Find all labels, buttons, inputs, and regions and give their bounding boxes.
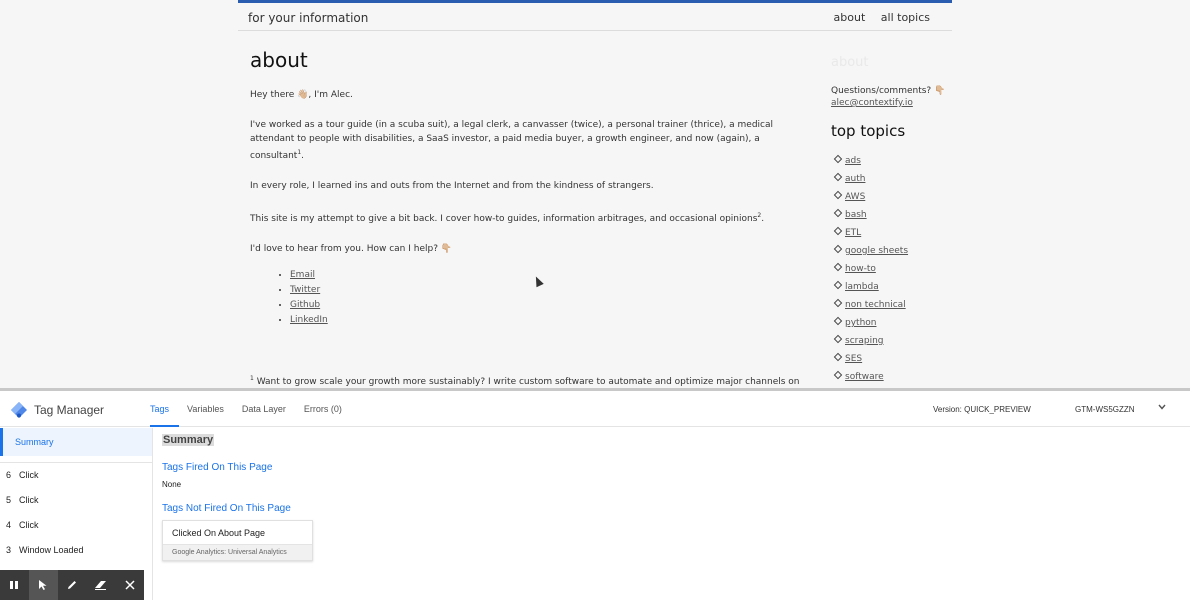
event-number: 4 [6,520,12,530]
footnote-ref-2[interactable]: 2 [757,212,762,219]
topic-item [845,332,946,350]
tab-variables[interactable]: Variables [187,404,224,414]
event-label: Click [19,495,39,505]
tag-manager-preview-pane [0,388,1190,600]
eraser-button[interactable] [86,570,115,600]
topic-link-auth[interactable]: auth [845,174,866,184]
topic-link-etl[interactable]: ETL [845,228,862,238]
wave-hand-icon: 👋🏼 [297,90,309,100]
github-link[interactable]: Github [290,300,321,310]
site-brand[interactable]: for your information [248,11,369,25]
annotation-toolbar [0,570,144,600]
topic-item [845,170,946,188]
topic-item [845,314,946,332]
event-item[interactable] [0,538,152,563]
topic-link-aws[interactable]: AWS [845,192,866,202]
topics-list [831,152,946,386]
event-item[interactable] [0,463,152,488]
event-number: 6 [6,470,12,480]
diamond-bullet-icon [834,245,842,253]
pointer-button[interactable] [29,570,58,600]
event-label: Window Loaded [19,545,84,555]
summary-heading: Summary [163,434,214,446]
pencil-icon [66,579,78,591]
close-icon [125,580,135,590]
topic-link-scraping[interactable]: scraping [845,336,884,346]
topic-item [845,278,946,296]
tags-fired-none: None [162,480,182,489]
tag-manager-logo-icon [10,401,28,419]
chevron-down-icon[interactable] [1158,403,1166,411]
paragraph-help [250,242,802,256]
gtm-tabs [150,391,360,427]
tag-name: Clicked On About Page [172,528,266,538]
tags-not-fired-heading: Tags Not Fired On This Page [162,503,291,514]
list-item [290,313,802,328]
paragraph-jobs-text: I've worked as a tour guide (in a scuba suit), a legal clerk, a canvasser (twice), a personal trainer (thrice), a medical attendant to people with disabilities, a SaaS investor, a paid media buyer, a growth engineer, and now (again), a consultant [250,120,774,161]
diamond-bullet-icon [834,263,842,271]
pause-button[interactable] [0,570,29,600]
topic-item [845,224,946,242]
paragraph-help-text: I'd love to hear from you. How can I help? [250,244,441,254]
diamond-bullet-icon [834,155,842,163]
tag-type: Google Analytics: Universal Analytics [163,544,312,560]
footnote-marker: 1 [250,375,254,382]
topic-link-bash[interactable]: bash [845,210,867,220]
pointing-down-icon: 👇🏼 [440,244,453,254]
article-body [250,48,802,419]
paragraph-learned: In every role, I learned ins and outs from the Internet and from the kindness of strangers. [250,181,654,191]
container-id-label: GTM-WS5GZZN [1075,405,1135,414]
greeting-text [250,88,802,102]
contact-links [250,268,802,328]
nav-link-about[interactable]: about [833,11,866,24]
event-number: 5 [6,495,12,505]
paragraph-jobs: I've worked as a tour guide (in a scuba suit), a legal clerk, a canvasser (twice), a personal trainer (thrice), a medical attendant to people with disabilities, a SaaS investor, a paid media buyer, a growth engineer, and now (again), a consultant$^1$. [250,120,774,161]
pencil-button[interactable] [58,570,87,600]
diamond-bullet-icon [834,191,842,199]
nav-link-all-topics[interactable]: all topics [880,11,930,24]
greeting-suffix: , I'm Alec. [308,90,353,100]
eraser-icon [94,579,108,591]
sidebar-item-summary[interactable]: Summary [0,428,152,456]
event-number: 3 [6,545,12,555]
topic-link-ses[interactable]: SES [845,354,863,364]
event-label: Click [19,470,39,480]
topic-link-how-to[interactable]: how-to [845,264,876,274]
greeting-prefix: Hey there [250,90,298,100]
paragraph-site: This site is my attempt to give a bit back. I cover how-to guides, information arbitrages, and occasional opinions$^2$. [250,212,765,224]
page-title: about [250,48,308,72]
gtm-header [0,391,1190,427]
footnote-text: Want to grow scale your growth more sustainably? I write custom software to automate and optimize major channels on [256,377,800,387]
questions-label: Questions/comments? [831,86,935,96]
event-label: Click [19,520,39,530]
site-header [238,0,952,31]
questions-text [831,84,946,98]
topic-item [845,242,946,260]
email-link[interactable]: Email [290,270,315,280]
diamond-bullet-icon [834,353,842,361]
tags-fired-heading: Tags Fired On This Page [162,462,273,473]
topic-item [845,368,946,386]
diamond-bullet-icon [834,317,842,325]
site-sidebar [831,55,946,386]
event-item[interactable] [0,513,152,538]
site-nav [822,11,930,24]
paragraph-site-text: This site is my attempt to give a bit back. I cover how-to guides, information arbitrages, and occasional opinions [250,214,758,224]
topic-item [845,350,946,368]
diamond-bullet-icon [834,335,842,343]
tab-data-layer[interactable]: Data Layer [241,404,286,414]
diamond-bullet-icon [834,173,842,181]
topic-link-software[interactable]: software [845,372,884,382]
gtm-summary-content [162,428,1182,561]
diamond-bullet-icon [834,227,842,235]
diamond-bullet-icon [834,371,842,379]
event-item[interactable] [0,488,152,513]
topic-link-non-technical[interactable]: non technical [845,300,906,310]
pointer-icon [38,579,48,591]
diamond-bullet-icon [834,209,842,217]
version-label: Version: QUICK_PREVIEW [933,405,1031,414]
topic-link-lambda[interactable]: lambda [845,282,879,292]
list-item [290,283,802,298]
topic-item [845,260,946,278]
tab-tags[interactable]: Tags [150,391,179,427]
tag-card[interactable] [162,520,313,561]
tab-errors[interactable]: Errors (0) [303,404,342,414]
topic-link-python[interactable]: python [845,318,877,328]
list-item [290,268,802,283]
footnote-ref-1[interactable]: 1 [297,149,302,156]
gtm-title: Tag Manager [34,403,105,417]
linkedin-link[interactable]: LinkedIn [290,315,328,325]
pause-icon [9,580,19,590]
topic-item [845,188,946,206]
close-button[interactable] [115,570,144,600]
diamond-bullet-icon [834,281,842,289]
topic-link-google-sheets[interactable]: google sheets [845,246,909,256]
topic-item [845,206,946,224]
topic-item [845,152,946,170]
diamond-bullet-icon [834,299,842,307]
top-topics-heading: top topics [831,122,906,140]
sidebar-email-link[interactable]: alec@contextify.io [831,98,913,108]
topic-link-ads[interactable]: ads [845,156,861,166]
sidebar-ghost-title: about [831,55,869,70]
twitter-link[interactable]: Twitter [290,285,321,295]
list-item [290,298,802,313]
site-container [238,0,952,388]
pointing-down-icon: 👇🏼 [934,86,946,96]
topic-item [845,296,946,314]
